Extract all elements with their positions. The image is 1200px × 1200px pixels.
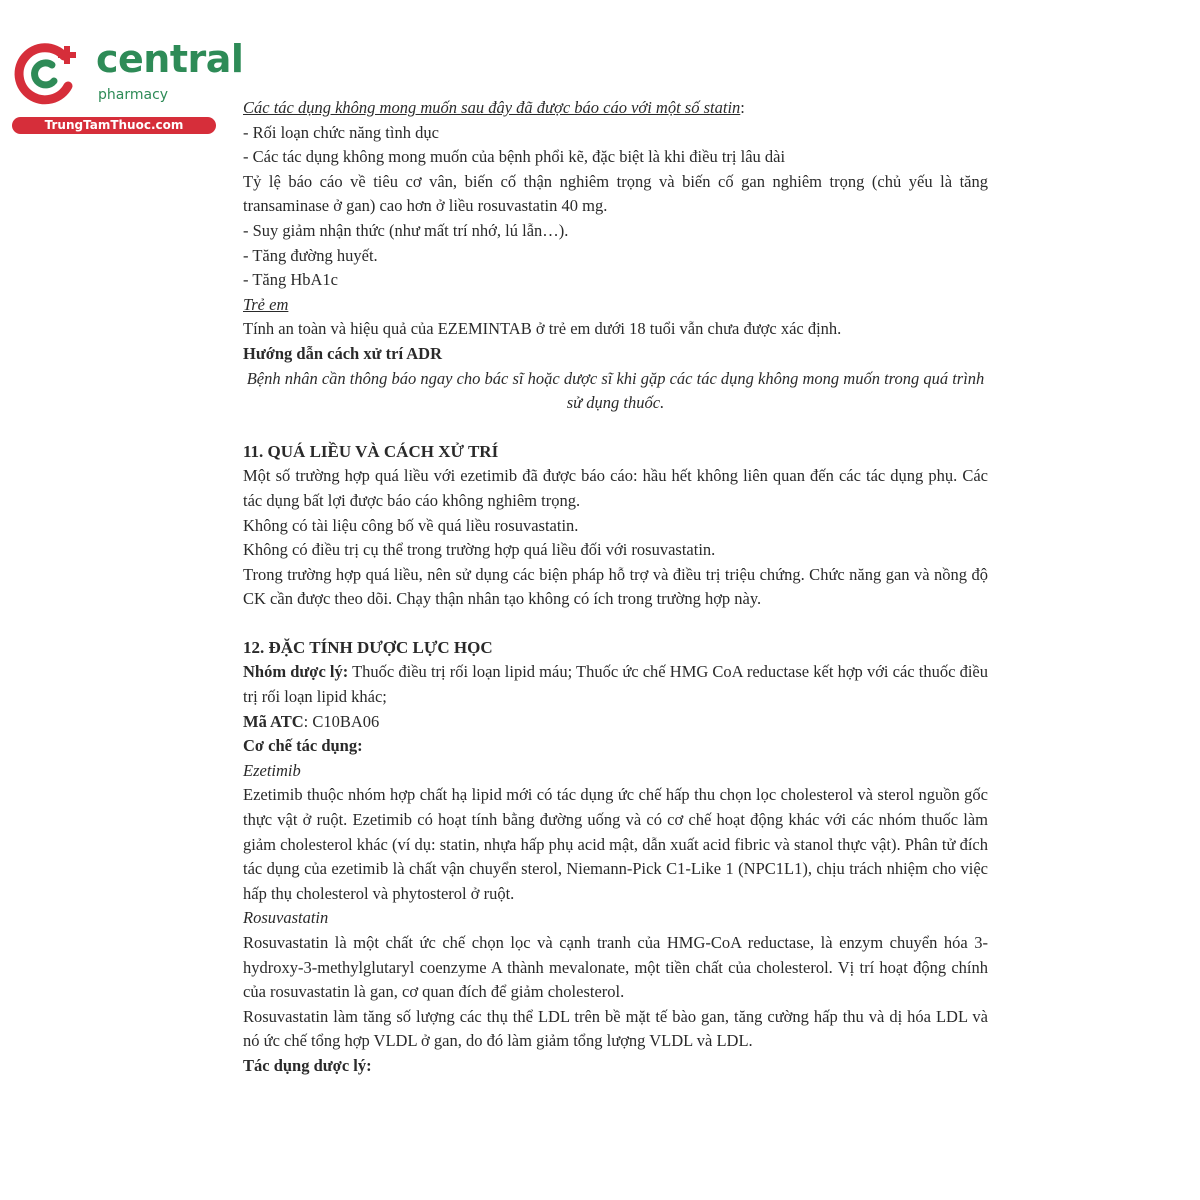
paragraph: Tính an toàn và hiệu quả của EZEMINTAB ở trẻ em dưới 18 tuổi vẫn chưa được xác định. — [243, 319, 842, 339]
paragraph: Ezetimib thuộc nhóm hợp chất hạ lipid mới có tác dụng ức chế hấp thu chọn lọc cholesterol và sterol nguồn gốc thực vật ở ruột. Ezetimib có hoạt tính bằng đường uống và có cơ chế hoạt động khác với các nhóm thuốc làm giảm cholesterol khác (ví dụ: statin, nhựa hấp phụ acid mật, dẫn xuất acid fibric và stanol thực vật). Phân tử đích tác dụng của ezetimib là chất vận chuyển sterol, Niemann-Pick C1-Like 1 (NPC1L1), chịu trách nhiệm cho việc hấp thụ cholesterol và phytosterol ở ruột. — [243, 785, 988, 903]
list-item: - Các tác dụng không mong muốn của bệnh phổi kẽ, đặc biệt là khi điều trị lâu dài — [243, 147, 786, 167]
logo-name: central — [96, 37, 244, 81]
children-heading: Trẻ em — [243, 294, 289, 314]
paragraph: Một số trường hợp quá liều với ezetimib đã được báo cáo: hầu hết không liên quan đến các tác dụng phụ. Các tác dụng bất lợi được báo cáo không nghiêm trọng. — [243, 466, 988, 510]
statin-intro-colon: : — [740, 98, 745, 117]
section-12-title: 12. ĐẶC TÍNH DƯỢC LỰC HỌC — [243, 637, 493, 657]
brand-logo — [8, 36, 244, 136]
list-item: - Tăng đường huyết. — [243, 245, 378, 265]
document-body — [243, 96, 988, 1079]
statin-intro-text: Các tác dụng không mong muốn sau đây đã được báo cáo với một số statin — [243, 98, 741, 117]
rosuvastatin-heading: Rosuvastatin — [243, 908, 329, 928]
central-pharmacy-logo-icon — [12, 38, 82, 108]
group-label: Nhóm dược lý: — [243, 662, 349, 682]
paragraph: Rosuvastatin làm tăng số lượng các thụ thể LDL trên bề mặt tế bào gan, tăng cường hấp thu và dị hóa LDL và nó ức chế tổng hợp VLDL ở gan, do đó làm giảm tổng lượng VLDL và LDL. — [243, 1006, 988, 1051]
pharmacological-group — [243, 660, 988, 709]
mechanism-heading: Cơ chế tác dụng: — [243, 736, 363, 756]
paragraph: Tỷ lệ báo cáo về tiêu cơ vân, biến cố thận nghiêm trọng và biến cố gan nghiêm trọng (chủ yếu là tăng transaminase ở gan) cao hơn ở liều rosuvastatin 40 mg. — [243, 171, 988, 216]
section-11-title: 11. QUÁ LIỀU VÀ CÁCH XỬ TRÍ — [243, 441, 499, 461]
ezetimib-heading: Ezetimib — [243, 760, 301, 780]
adr-text: Bệnh nhân cần thông báo ngay cho bác sĩ hoặc dược sĩ khi gặp các tác dụng không mong muốn trong quá trình sử dụng thuốc. — [246, 368, 985, 413]
adr-heading: Hướng dẫn cách xử trí ADR — [243, 343, 442, 363]
logo-subtitle: pharmacy — [98, 87, 169, 103]
paragraph: Rosuvastatin là một chất ức chế chọn lọc và cạnh tranh của HMG-CoA reductase, là enzym chuyển hóa 3-hydroxy-3-methylglutaryl coenzyme A thành mevalonate, một tiền chất của cholesterol. Vị trí hoạt động chính của rosuvastatin là gan, cơ quan đích để giảm cholesterol. — [243, 933, 988, 1002]
pharmacological-effects-heading: Tác dụng dược lý: — [243, 1055, 372, 1075]
atc-text: : C10BA06 — [303, 711, 380, 731]
paragraph: Không có tài liệu công bố về quá liều rosuvastatin. — [243, 515, 579, 535]
atc-code — [243, 710, 988, 735]
statin-intro — [243, 96, 988, 121]
logo-website: TrungTamThuoc.com — [12, 117, 216, 134]
atc-label: Mã ATC — [243, 711, 304, 731]
list-item: - Suy giảm nhận thức (như mất trí nhớ, lú lẫn…). — [243, 220, 569, 240]
paragraph: Không có điều trị cụ thể trong trường hợp quá liều đối với rosuvastatin. — [243, 540, 716, 560]
list-item: - Tăng HbA1c — [243, 270, 339, 290]
list-item: - Rối loạn chức năng tình dục — [243, 122, 439, 142]
paragraph: Trong trường hợp quá liều, nên sử dụng các biện pháp hỗ trợ và điều trị triệu chứng. Chức năng gan và nồng độ CK cần được theo dõi. Chạy thận nhân tạo không có ích trong trường hợp này. — [243, 564, 988, 609]
group-text: Thuốc điều trị rối loạn lipid máu; Thuốc ức chế HMG CoA reductase kết hợp với các thuốc điều trị rối loạn lipid khác; — [243, 662, 988, 707]
